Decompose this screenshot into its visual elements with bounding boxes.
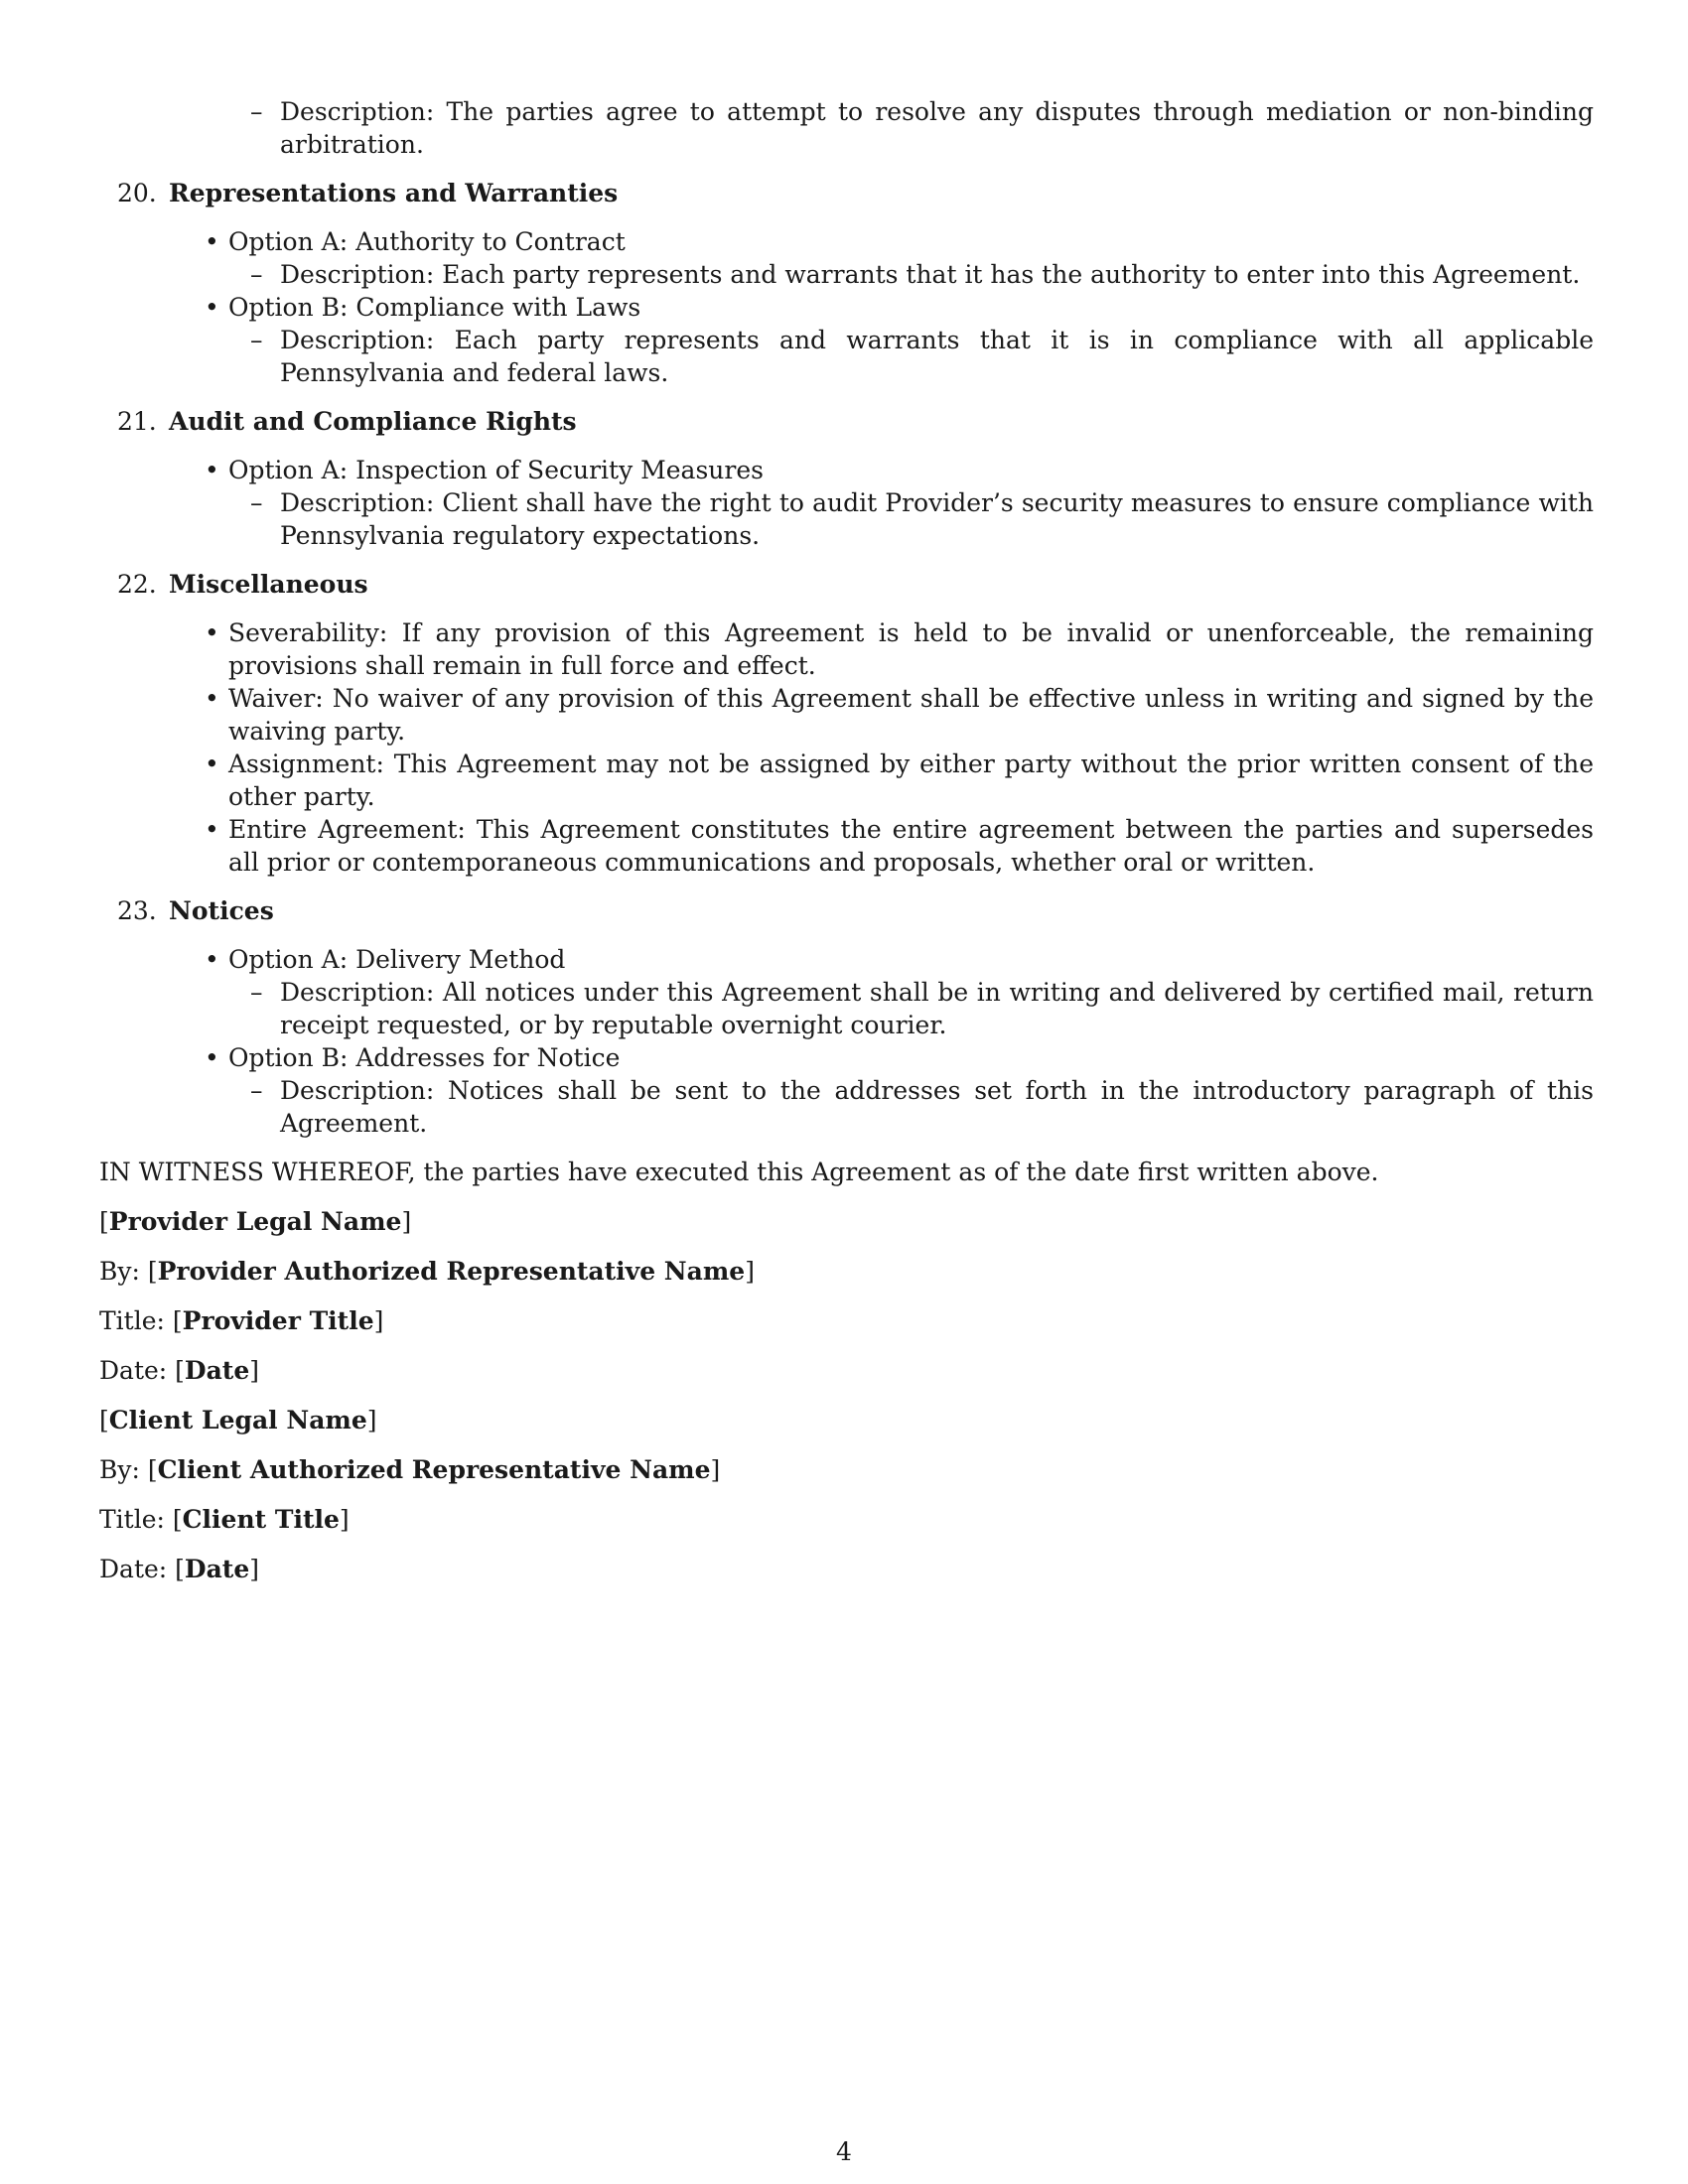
client-date-line: Date: [Date] [99,1555,260,1583]
bullet-marker: • [205,293,219,322]
dash-marker: – [250,488,263,517]
section [99,894,1594,1140]
client-legal-name: [Client Legal Name] [99,1406,377,1434]
provider-title-line: Title: [Provider Title] [99,1306,384,1335]
list-item [205,291,1594,389]
list-item [205,813,1594,879]
list-item [205,682,1594,748]
section-items [99,616,1594,879]
section-number: 20. [117,179,157,207]
section-number: 21. [117,407,157,436]
section-items [99,454,1594,552]
dash-marker: – [250,1076,263,1105]
bullet-marker: • [205,618,219,647]
client-date-label: Date: [99,1555,168,1583]
client-title-label: Title: [99,1505,165,1534]
sub-item [250,324,1594,389]
list-item [205,748,1594,813]
provider-by-label: By: [99,1257,140,1286]
provider-date-line: Date: [Date] [99,1356,260,1385]
section-title: Representations and Warranties [169,179,619,207]
list-item-text: Option B: Compliance with Laws [228,293,641,322]
section-items [99,943,1594,1140]
section-items [99,225,1594,389]
provider-legal-name: [Provider Legal Name] [99,1207,412,1236]
section-number: 23. [117,896,157,925]
section-title: Miscellaneous [169,570,368,599]
list-item-text: Option A: Inspection of Security Measures [228,456,764,484]
sub-item [250,976,1594,1041]
section-title: Notices [169,896,274,925]
list-item [205,225,1594,291]
client-signature-block [99,1404,1594,1585]
sections-list [99,177,1594,1140]
client-by-label: By: [99,1455,140,1484]
section [99,568,1594,879]
provider-name-value: Provider Legal Name [108,1207,402,1236]
dash-marker: – [250,260,263,289]
section-heading [117,568,1594,601]
list-item-text: Option A: Delivery Method [228,945,566,974]
bullet-marker: • [205,1043,219,1072]
bullet-marker: • [205,815,219,844]
sub-item [250,486,1594,552]
continuation-text: Description: The parties agree to attempt to resolve any disputes through mediation or non-binding arbitration. [280,97,1594,159]
bullet-marker: • [205,945,219,974]
bullet-marker: • [205,750,219,778]
section [99,177,1594,389]
sub-item [250,258,1594,291]
section-number: 22. [117,570,157,599]
client-date-value: Date [184,1555,250,1583]
dash-marker: – [250,97,263,126]
section [99,405,1594,552]
dash-marker: – [250,978,263,1007]
witness-clause: IN WITNESS WHEREOF, the parties have executed this Agreement as of the date first written above. [99,1158,1379,1186]
list-item-text: Option B: Addresses for Notice [228,1043,621,1072]
continuation-description [250,95,1594,161]
provider-title-label: Title: [99,1306,165,1335]
list-item-text: Waiver: No waiver of any provision of this Agreement shall be effective unless in writing and signed by the waiving party. [228,684,1594,746]
list-item [205,616,1594,682]
client-by-line: By: [Client Authorized Representative Name] [99,1455,721,1484]
section-heading [117,894,1594,927]
list-item-text: Assignment: This Agreement may not be assigned by either party without the prior written consent of the other party. [228,750,1594,811]
list-item [205,943,1594,1041]
provider-signature-block [99,1205,1594,1387]
dash-marker: – [250,326,263,354]
list-item-text: Option A: Authority to Contract [228,227,626,256]
bullet-marker: • [205,227,219,256]
sub-item-text: Description: Client shall have the right to audit Provider’s security measures to ensure compliance with Pennsylvania regulatory expectations. [280,488,1594,550]
sub-item-text: Description: Each party represents and warrants that it has the authority to enter into this Agreement. [280,260,1581,289]
section-title: Audit and Compliance Rights [169,407,577,436]
provider-by-value: Provider Authorized Representative Name [157,1257,746,1286]
provider-by-line: By: [Provider Authorized Representative Name] [99,1257,755,1286]
client-name-value: Client Legal Name [108,1406,367,1434]
bullet-marker: • [205,684,219,713]
bullet-marker: • [205,456,219,484]
section-heading [117,405,1594,438]
section-heading [117,177,1594,209]
list-item-text: Entire Agreement: This Agreement constitutes the entire agreement between the parties and supersedes all prior or contemporaneous communications and proposals, whether oral or written. [228,815,1594,877]
client-title-line: Title: [Client Title] [99,1505,350,1534]
document-page [99,95,1594,1585]
list-item-text: Severability: If any provision of this Agreement is held to be invalid or unenforceable, the remaining provisions shall remain in full force and effect. [228,618,1594,680]
sub-item-text: Description: Notices shall be sent to the addresses set forth in the introductory paragraph of this Agreement. [280,1076,1594,1138]
page-number: 4 [836,2137,852,2166]
provider-date-value: Date [184,1356,250,1385]
provider-date-label: Date: [99,1356,168,1385]
client-title-value: Client Title [182,1505,340,1534]
sub-item-text: Description: All notices under this Agreement shall be in writing and delivered by certified mail, return receipt requested, or by reputable overnight courier. [280,978,1594,1039]
list-item [205,1041,1594,1140]
list-item [205,454,1594,552]
client-by-value: Client Authorized Representative Name [157,1455,711,1484]
provider-title-value: Provider Title [182,1306,374,1335]
sub-item [250,1074,1594,1140]
sub-item-text: Description: Each party represents and warrants that it is in compliance with all applicable Pennsylvania and federal laws. [280,326,1594,387]
